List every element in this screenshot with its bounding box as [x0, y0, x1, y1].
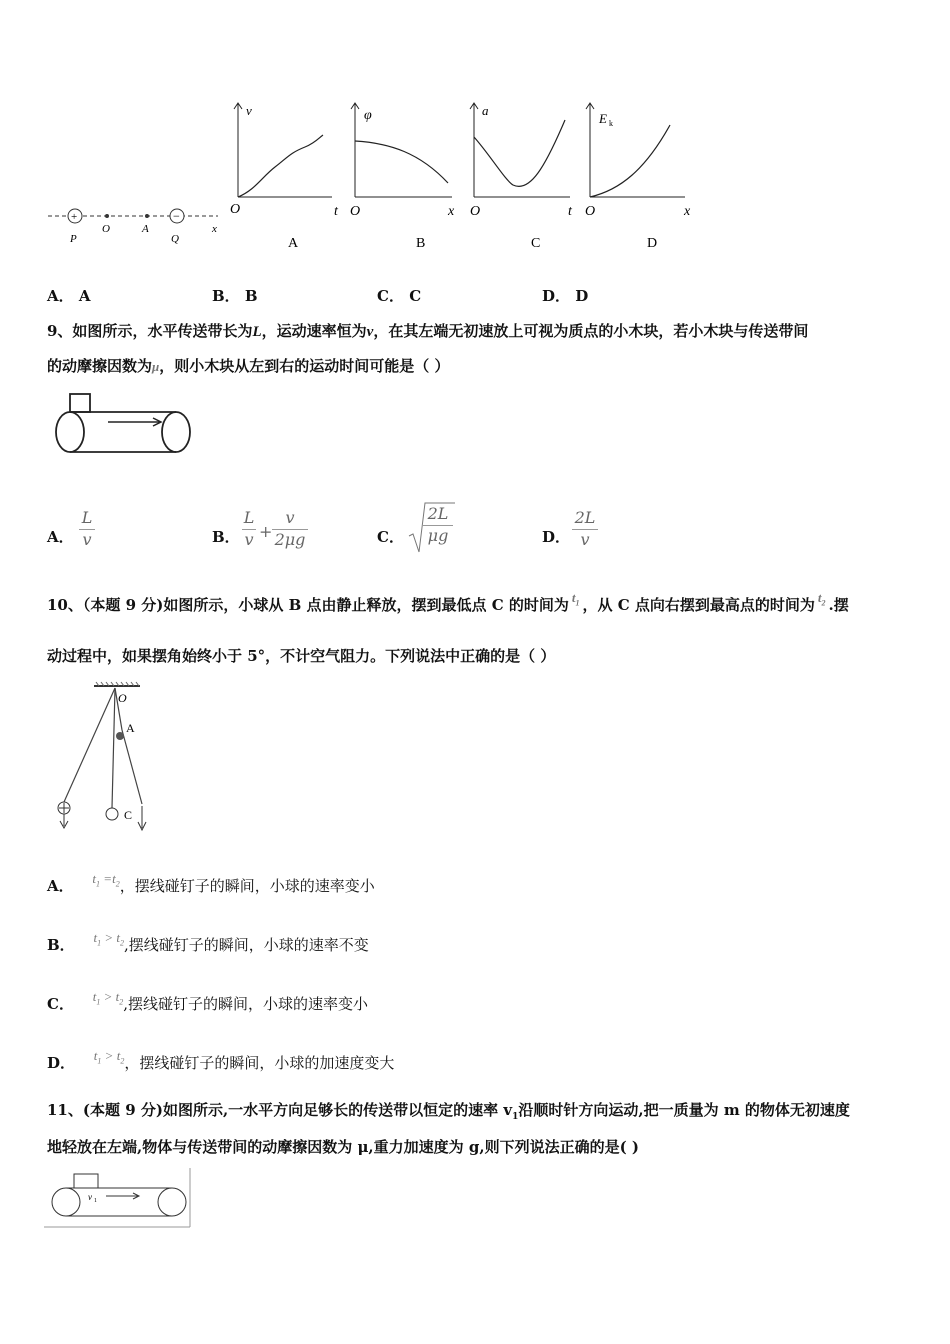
q9-option-C[interactable]: C． 2L μg	[377, 500, 507, 558]
graph-A	[230, 103, 339, 251]
label-x: x	[212, 223, 217, 235]
svg-text:−: −	[173, 209, 180, 223]
graph-B	[350, 103, 455, 251]
q8-option-A[interactable]: A． A	[47, 287, 91, 305]
svg-text:C: C	[124, 808, 133, 822]
svg-text:t: t	[568, 204, 572, 219]
label-Q: Q	[171, 233, 179, 245]
q8-figure	[40, 95, 720, 260]
q10-pendulum-figure	[50, 680, 170, 835]
graph-D-caption: D	[647, 236, 658, 251]
svg-text:O: O	[585, 204, 596, 219]
svg-text:O: O	[470, 204, 481, 219]
svg-text:v: v	[246, 103, 252, 118]
q10-option-A[interactable]: A． $t_1 =t_2$，摆线碰钉子的瞬间，小球的速率变小	[47, 871, 375, 895]
svg-text:+: +	[71, 211, 78, 223]
svg-text:O: O	[350, 204, 361, 219]
svg-text:a: a	[482, 103, 489, 118]
q9-conveyor-figure	[48, 392, 198, 454]
q10-option-C[interactable]: C． $t_1 > t_2$,摆线碰钉子的瞬间，小球的速率变小	[47, 989, 369, 1013]
svg-text:k: k	[609, 119, 613, 128]
q11-conveyor-figure	[44, 1168, 194, 1228]
svg-text:t: t	[334, 204, 338, 219]
svg-text:x: x	[448, 204, 455, 219]
q9-stem-line1: 9、如图所示，水平传送带长为L，运动速率恒为v，在其左端无初速放上可视为质点的小木块，若小木块与传送带间	[47, 322, 809, 340]
label-A: A	[142, 223, 149, 235]
q11-stem-line2: 地轻放在左端,物体与传送带间的动摩擦因数为 μ,重力加速度为 g,则下列说法正确的是( )	[47, 1138, 639, 1156]
svg-text:O: O	[118, 691, 127, 705]
q10-stem-line2: 动过程中，如果摆角始终小于 5°，不计空气阻力。下列说法中正确的是（ ）	[47, 647, 556, 665]
graph-C	[470, 103, 573, 251]
graph-B-caption: B	[416, 236, 426, 251]
q10-stem-line1: 10、（本题 9 分)如图所示，小球从 B 点由静止释放，摆到最低点 C 的时间为 $t_1$ ，从 C 点向右摆到最高点的时间为 $t_2$ .摆	[47, 590, 849, 614]
q9-stem-line2: 的动摩擦因数为μ，则小木块从左到右的运动时间可能是（ ）	[47, 357, 450, 375]
charge-axis-figure	[48, 209, 218, 245]
svg-text:x: x	[684, 204, 691, 219]
q9-option-A[interactable]: A． L v	[47, 508, 167, 558]
svg-text:E: E	[599, 111, 607, 126]
graph-D	[585, 103, 691, 251]
graph-C-caption: C	[531, 236, 541, 251]
q8-option-C[interactable]: C． C	[377, 287, 422, 305]
graph-A-caption: A	[288, 236, 299, 251]
q8-option-B[interactable]: B． B	[212, 287, 258, 305]
svg-text:1: 1	[94, 1198, 97, 1204]
label-P: P	[70, 233, 77, 245]
svg-text:φ: φ	[364, 108, 372, 123]
q11-stem-line1: 11、(本题 9 分)如图所示,一水平方向足够长的传送带以恒定的速率 $v_1$沿顺时针方向运动,把一质量为 m 的物体无初速度	[47, 1101, 850, 1122]
q9-option-B[interactable]: B． L v + v 2μg	[212, 508, 352, 558]
q10-option-B[interactable]: B． $t_1 > t_2$,摆线碰钉子的瞬间，小球的速率不变	[47, 930, 369, 954]
svg-text:v: v	[88, 1192, 92, 1202]
q8-option-D[interactable]: D． D	[542, 287, 589, 305]
label-O: O	[102, 223, 110, 235]
svg-text:O: O	[230, 202, 241, 217]
q9-option-D[interactable]: D． 2L v	[542, 508, 662, 558]
q10-option-D[interactable]: D． $t_1 > t_2$，摆线碰钉子的瞬间，小球的加速度变大	[47, 1048, 395, 1072]
svg-text:A: A	[126, 721, 135, 735]
